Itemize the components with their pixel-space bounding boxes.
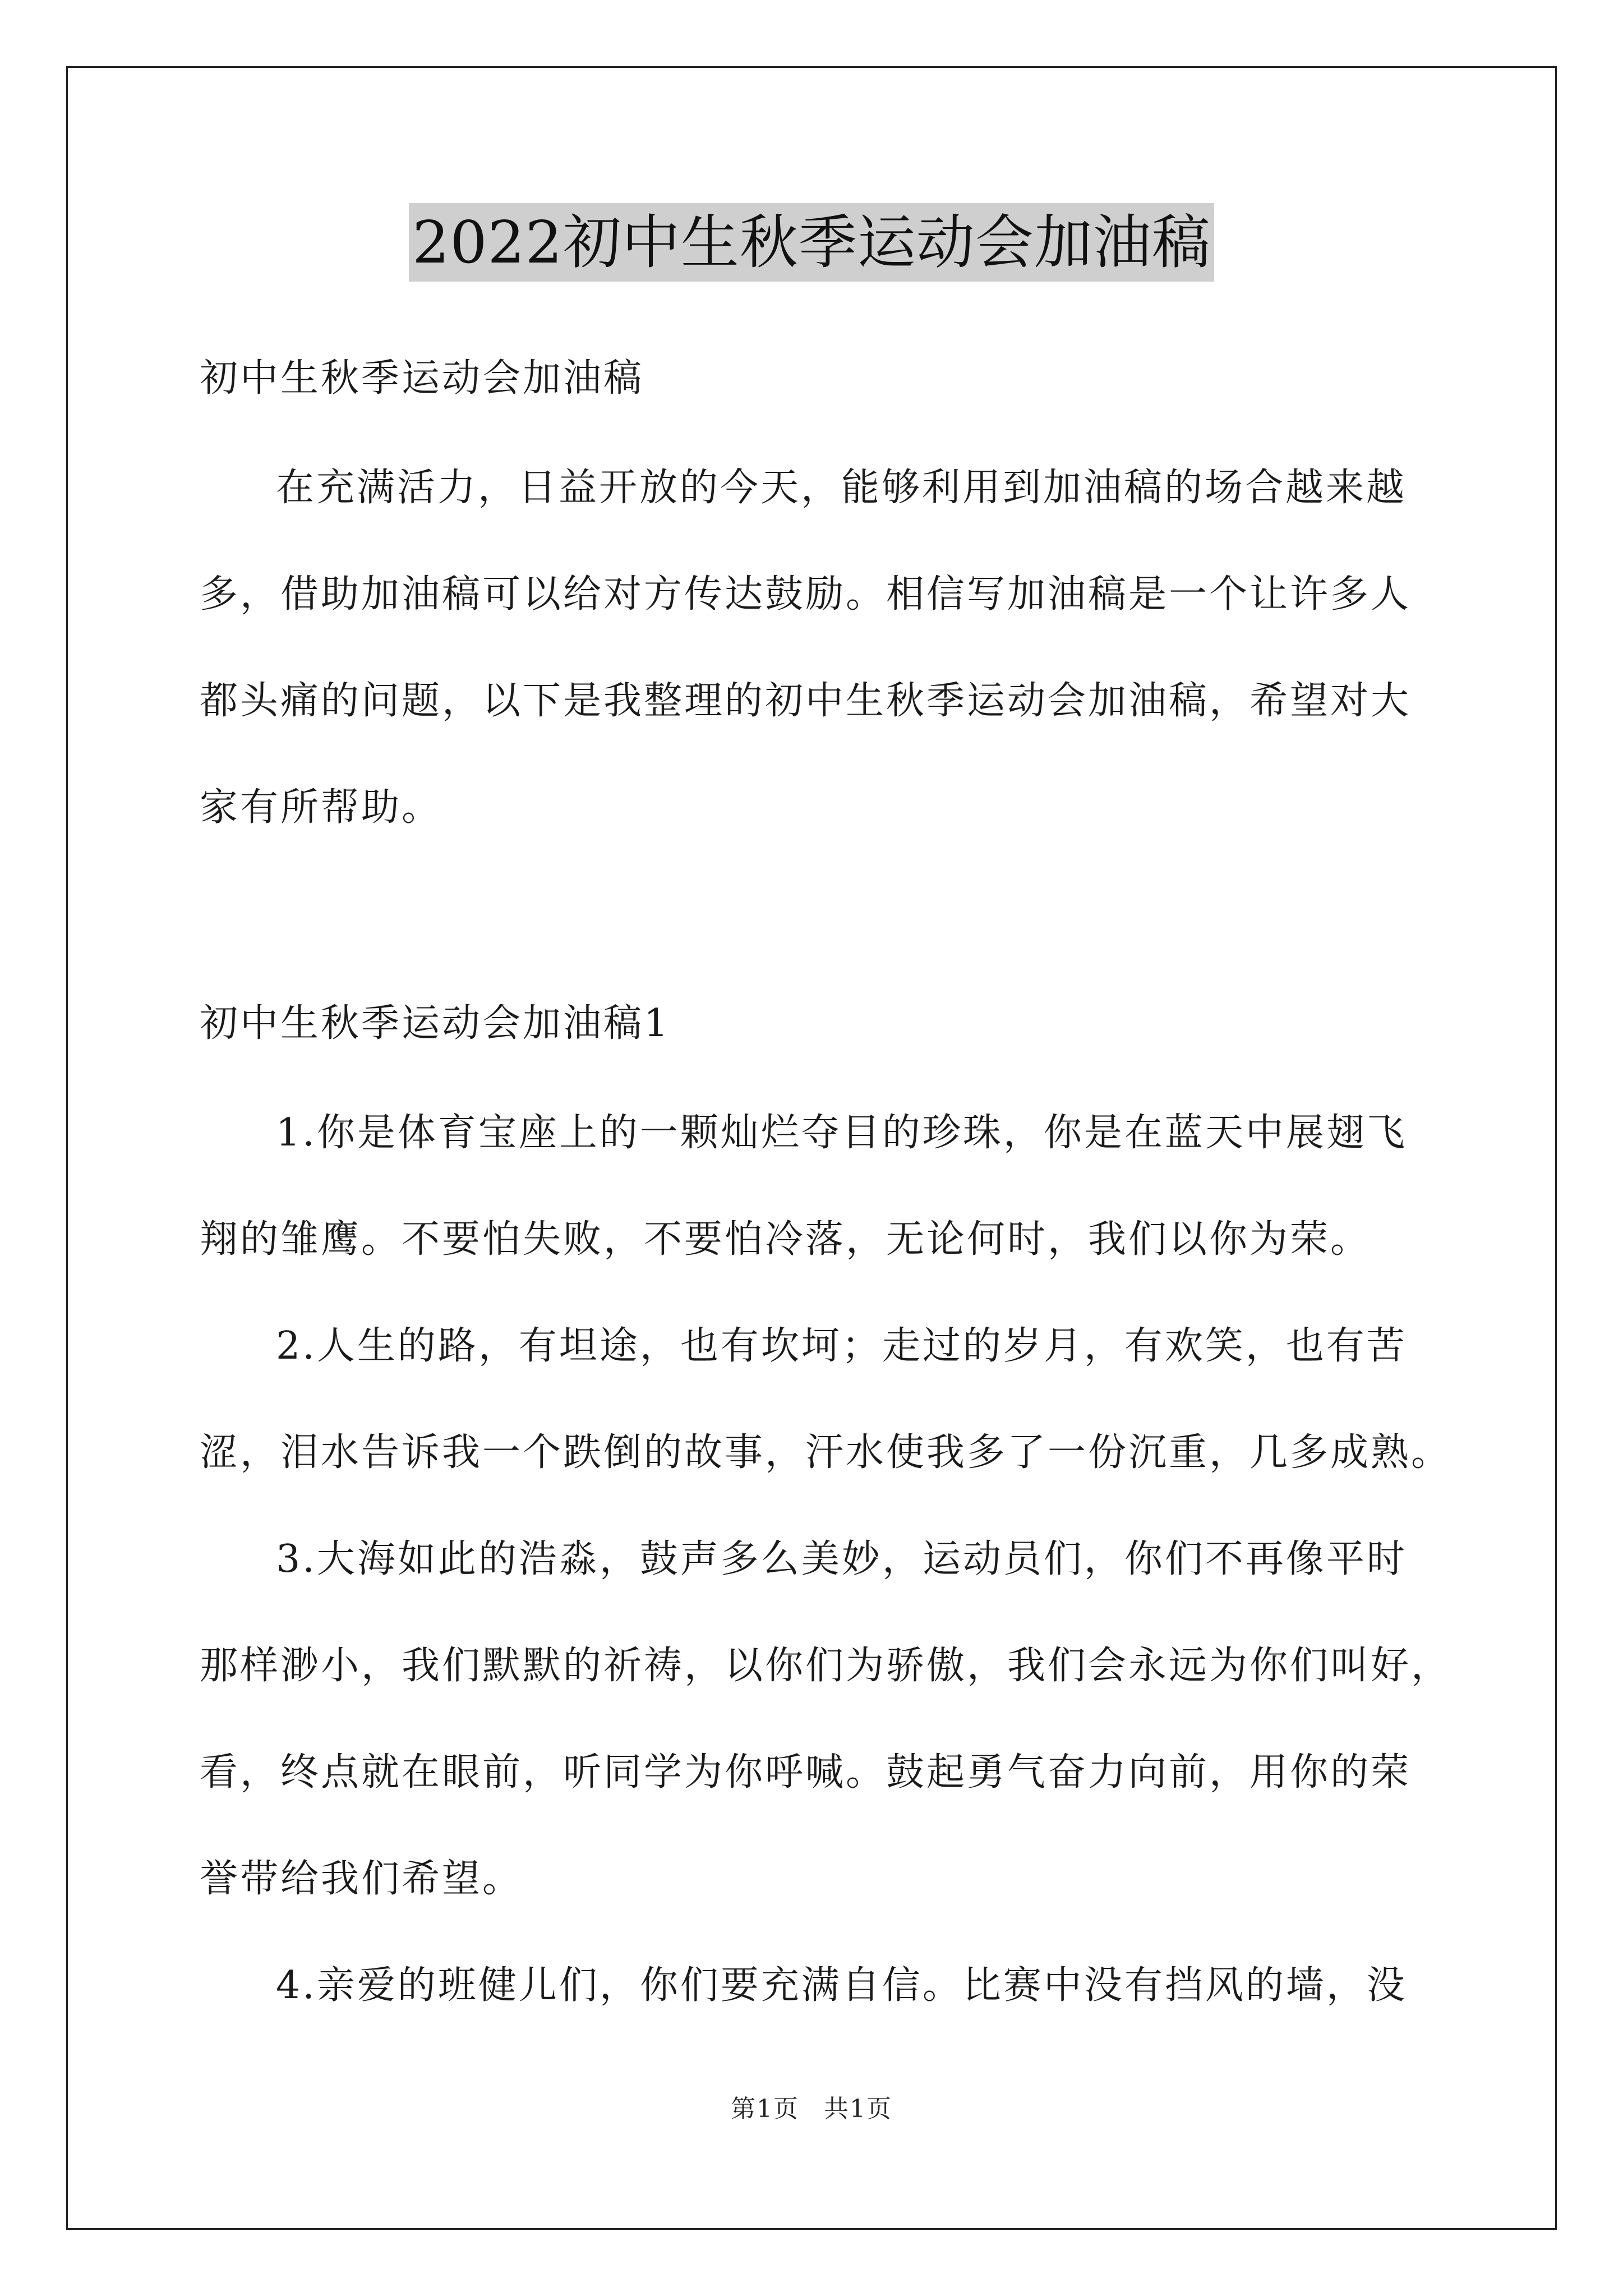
section-heading: 初中生秋季运动会加油稿1 xyxy=(200,1001,671,1046)
page-number-total: 共1页 xyxy=(824,2095,892,2123)
intro-line-4: 家有所帮助。 xyxy=(200,785,442,830)
item-4-line-1: 4.亲爱的班健儿们，你们要充满自信。比赛中没有挡风的墙，没 xyxy=(276,1963,1407,2008)
document-subtitle: 初中生秋季运动会加油稿 xyxy=(200,356,644,401)
title-container xyxy=(0,203,1623,282)
item-3-line-3: 看，终点就在眼前，听同学为你呼喊。鼓起勇气奋力向前，用你的荣 xyxy=(200,1750,1412,1795)
intro-line-3: 都头痛的问题，以下是我整理的初中生秋季运动会加油稿，希望对大 xyxy=(200,679,1412,723)
item-2-line-2: 涩，泪水告诉我一个跌倒的故事，汗水使我多了一份沉重，几多成熟。 xyxy=(200,1430,1452,1475)
item-3-line-1: 3.大海如此的浩淼，鼓声多么美妙，运动员们，你们不再像平时 xyxy=(276,1537,1407,1581)
item-2-line-1: 2.人生的路，有坦途，也有坎坷；走过的岁月，有欢笑，也有苦 xyxy=(276,1324,1407,1368)
intro-line-2: 多，借助加油稿可以给对方传达鼓励。相信写加油稿是一个让许多人 xyxy=(200,572,1412,616)
intro-line-1: 在充满活力，日益开放的今天，能够利用到加油稿的场合越来越 xyxy=(276,466,1407,510)
document-title: 2022初中生秋季运动会加油稿 xyxy=(409,203,1214,282)
item-3-line-2: 那样渺小，我们默默的祈祷，以你们为骄傲，我们会永远为你们叫好， xyxy=(200,1644,1452,1688)
item-3-line-4: 誉带给我们希望。 xyxy=(200,1857,523,1901)
item-1-line-2: 翔的雏鹰。不要怕失败，不要怕冷落，无论何时，我们以你为荣。 xyxy=(200,1217,1371,1262)
page-footer xyxy=(0,2092,1623,2126)
item-1-line-1: 1.你是体育宝座上的一颗灿烂夺目的珍珠，你是在蓝天中展翅飞 xyxy=(276,1111,1407,1155)
page-number-current: 第1页 xyxy=(731,2095,799,2123)
